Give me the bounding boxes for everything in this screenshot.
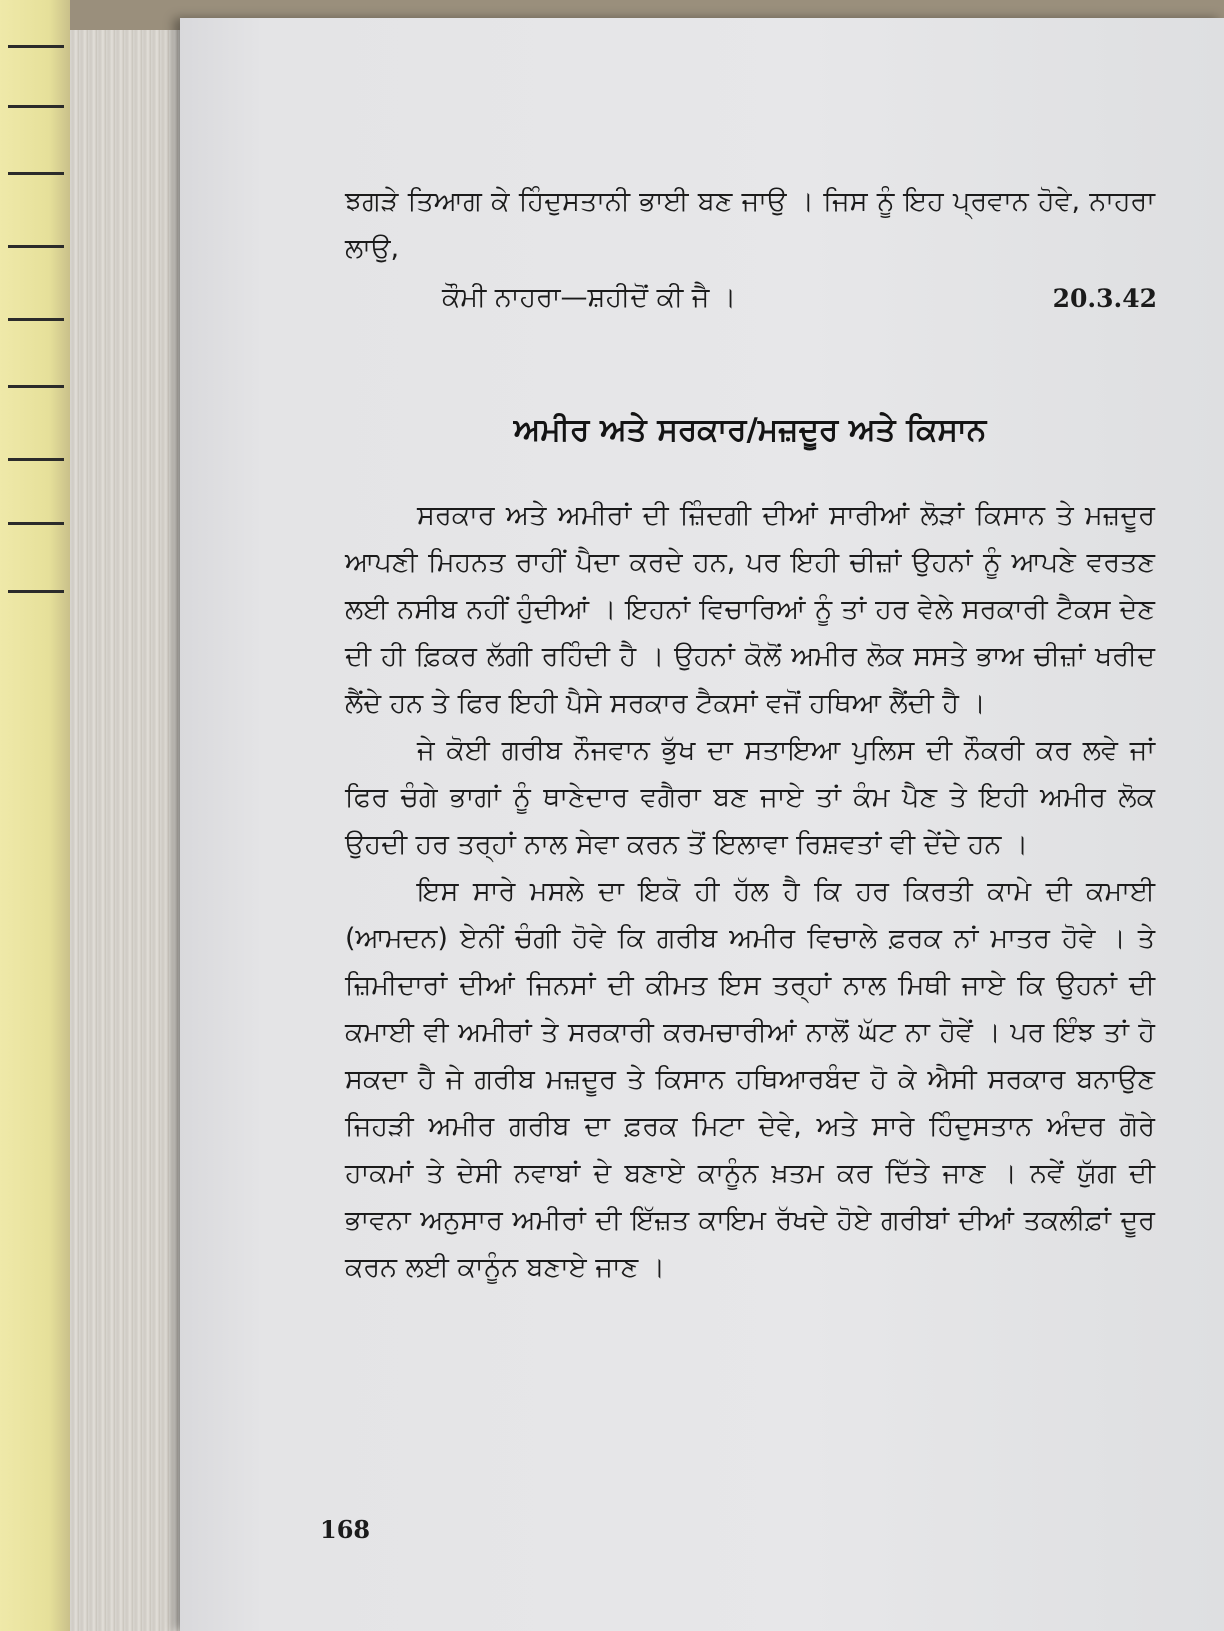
paragraph: ਸਰਕਾਰ ਅਤੇ ਅਮੀਰਾਂ ਦੀ ਜ਼ਿੰਦਗੀ ਦੀਆਂ ਸਾਰੀਆਂ ਲੋੜਾਂ ਕਿਸਾਨ ਤੇ ਮਜ਼ਦੂਰ ਆਪਣੀ ਮਿਹਨਤ ਰਾਹੀਂ ਪੈਦਾ ਕਰਦੇ ਹਨ, ਪਰ ਇਹੀ ਚੀਜ਼ਾਂ ਉਹਨਾਂ ਨੂੰ ਆਪਣੇ ਵਰਤਣ ਲਈ ਨਸੀਬ ਨਹੀਂ ਹੁੰਦੀਆਂ । ਇਹਨਾਂ ਵਿਚਾਰਿਆਂ ਨੂੰ ਤਾਂ ਹਰ ਵੇਲੇ ਸਰਕਾਰੀ ਟੈਕਸ ਦੇਣ ਦੀ ਹੀ ਫ਼ਿਕਰ ਲੱਗੀ ਰਹਿੰਦੀ ਹੈ । ਉਹਨਾਂ ਕੋਲੋਂ ਅਮੀਰ ਲੋਕ ਸਸਤੇ ਭਾਅ ਚੀਜ਼ਾਂ ਖਰੀਦ ਲੈਂਦੇ ਹਨ ਤੇ ਫਿਰ ਇਹੀ ਪੈਸੇ ਸਰਕਾਰ ਟੈਕਸਾਂ ਵਜੋਂ ਹਥਿਆ ਲੈਂਦੀ ਹੈ । <box>345 500 1155 719</box>
slogan-line <box>442 272 1157 319</box>
page-stack-edge <box>70 30 190 1631</box>
binder-rule <box>8 105 64 108</box>
date: 20.3.42 <box>1052 284 1157 313</box>
paragraph: ਇਸ ਸਾਰੇ ਮਸਲੇ ਦਾ ਇਕੋ ਹੀ ਹੱਲ ਹੈ ਕਿ ਹਰ ਕਿਰਤੀ ਕਾਮੇ ਦੀ ਕਮਾਈ (ਆਮਦਨ) ਏਨੀਂ ਚੰਗੀ ਹੋਵੇ ਕਿ ਗਰੀਬ ਅਮੀਰ ਵਿਚਾਲੇ ਫ਼ਰਕ ਨਾਂ ਮਾਤਰ ਹੋਵੇ । ਤੇ ਜ਼ਿਮੀਦਾਰਾਂ ਦੀਆਂ ਜਿਨਸਾਂ ਦੀ ਕੀਮਤ ਇਸ ਤਰ੍ਹਾਂ ਨਾਲ ਮਿਥੀ ਜਾਏ ਕਿ ਉਹਨਾਂ ਦੀ ਕਮਾਈ ਵੀ ਅਮੀਰਾਂ ਤੇ ਸਰਕਾਰੀ ਕਰਮਚਾਰੀਆਂ ਨਾਲੋਂ ਘੱਟ ਨਾ ਹੋਵੇਂ । ਪਰ ਇੰਝ ਤਾਂ ਹੋ ਸਕਦਾ ਹੈ ਜੇ ਗਰੀਬ ਮਜ਼ਦੂਰ ਤੇ ਕਿਸਾਨ ਹਥਿਆਰਬੰਦ ਹੋ ਕੇ ਐਸੀ ਸਰਕਾਰ ਬਨਾਉਣ ਜਿਹੜੀ ਅਮੀਰ ਗਰੀਬ ਦਾ ਫ਼ਰਕ ਮਿਟਾ ਦੇਵੇ, ਅਤੇ ਸਾਰੇ ਹਿੰਦੁਸਤਾਨ ਅੰਦਰ ਗੋਰੇ ਹਾਕਮਾਂ ਤੇ ਦੇਸੀ ਨਵਾਬਾਂ ਦੇ ਬਣਾਏ ਕਾਨੂੰਨ ਖ਼ਤਮ ਕਰ ਦਿੱਤੇ ਜਾਣ । ਨਵੇਂ ਯੁੱਗ ਦੀ ਭਾਵਨਾ ਅਨੁਸਾਰ ਅਮੀਰਾਂ ਦੀ ਇੱਜ਼ਤ ਕਾਇਮ ਰੱਖਦੇ ਹੋਏ ਗਰੀਬਾਂ ਦੀਆਂ ਤਕਲੀਫ਼ਾਂ ਦੂਰ ਕਰਨ ਲਈ ਕਾਨੂੰਨ ਬਣਾਏ ਜਾਣ । <box>345 876 1155 1283</box>
binder-rule <box>8 172 64 175</box>
binder-rule <box>8 318 64 321</box>
continuation-text <box>345 178 1155 272</box>
section-heading: ਅਮੀਰ ਅਤੇ ਸਰਕਾਰ/ਮਜ਼ਦੂਰ ਅਤੇ ਕਿਸਾਨ <box>513 412 987 448</box>
binder-rule <box>8 45 64 48</box>
page-number: 168 <box>320 1515 371 1544</box>
binder-rule <box>8 245 64 248</box>
binder-rule <box>8 458 64 461</box>
section-body <box>345 492 1155 1291</box>
slogan: ਕੌਮੀ ਨਾਹਰਾ—ਸ਼ਹੀਦੋਂ ਕੀ ਜੈ । <box>442 282 737 313</box>
binder-rule <box>8 385 64 388</box>
continuation-paragraph: ਝਗੜੇ ਤਿਆਗ ਕੇ ਹਿੰਦੁਸਤਾਨੀ ਭਾਈ ਬਣ ਜਾਉ । ਜਿਸ ਨੂੰ ਇਹ ਪ੍ਰਵਾਨ ਹੋਵੇ, ਨਾਹਰਾ ਲਾਉ, <box>345 186 1155 264</box>
paragraph: ਜੇ ਕੋਈ ਗਰੀਬ ਨੌਜਵਾਨ ਭੁੱਖ ਦਾ ਸਤਾਇਆ ਪੁਲਿਸ ਦੀ ਨੌਕਰੀ ਕਰ ਲਵੇ ਜਾਂ ਫਿਰ ਚੰਗੇ ਭਾਗਾਂ ਨੂੰ ਥਾਣੇਦਾਰ ਵਗੈਰਾ ਬਣ ਜਾਏ ਤਾਂ ਕੰਮ ਪੈਣ ਤੇ ਇਹੀ ਅਮੀਰ ਲੋਕ ਉਹਦੀ ਹਰ ਤਰ੍ਹਾਂ ਨਾਲ ਸੇਵਾ ਕਰਨ ਤੋਂ ਇਲਾਵਾ ਰਿਸ਼ਵਤਾਂ ਵੀ ਦੇਂਦੇ ਹਨ । <box>345 735 1155 860</box>
binder-rule <box>8 522 64 525</box>
binder-rule <box>8 590 64 593</box>
binder-cover <box>0 0 70 1631</box>
